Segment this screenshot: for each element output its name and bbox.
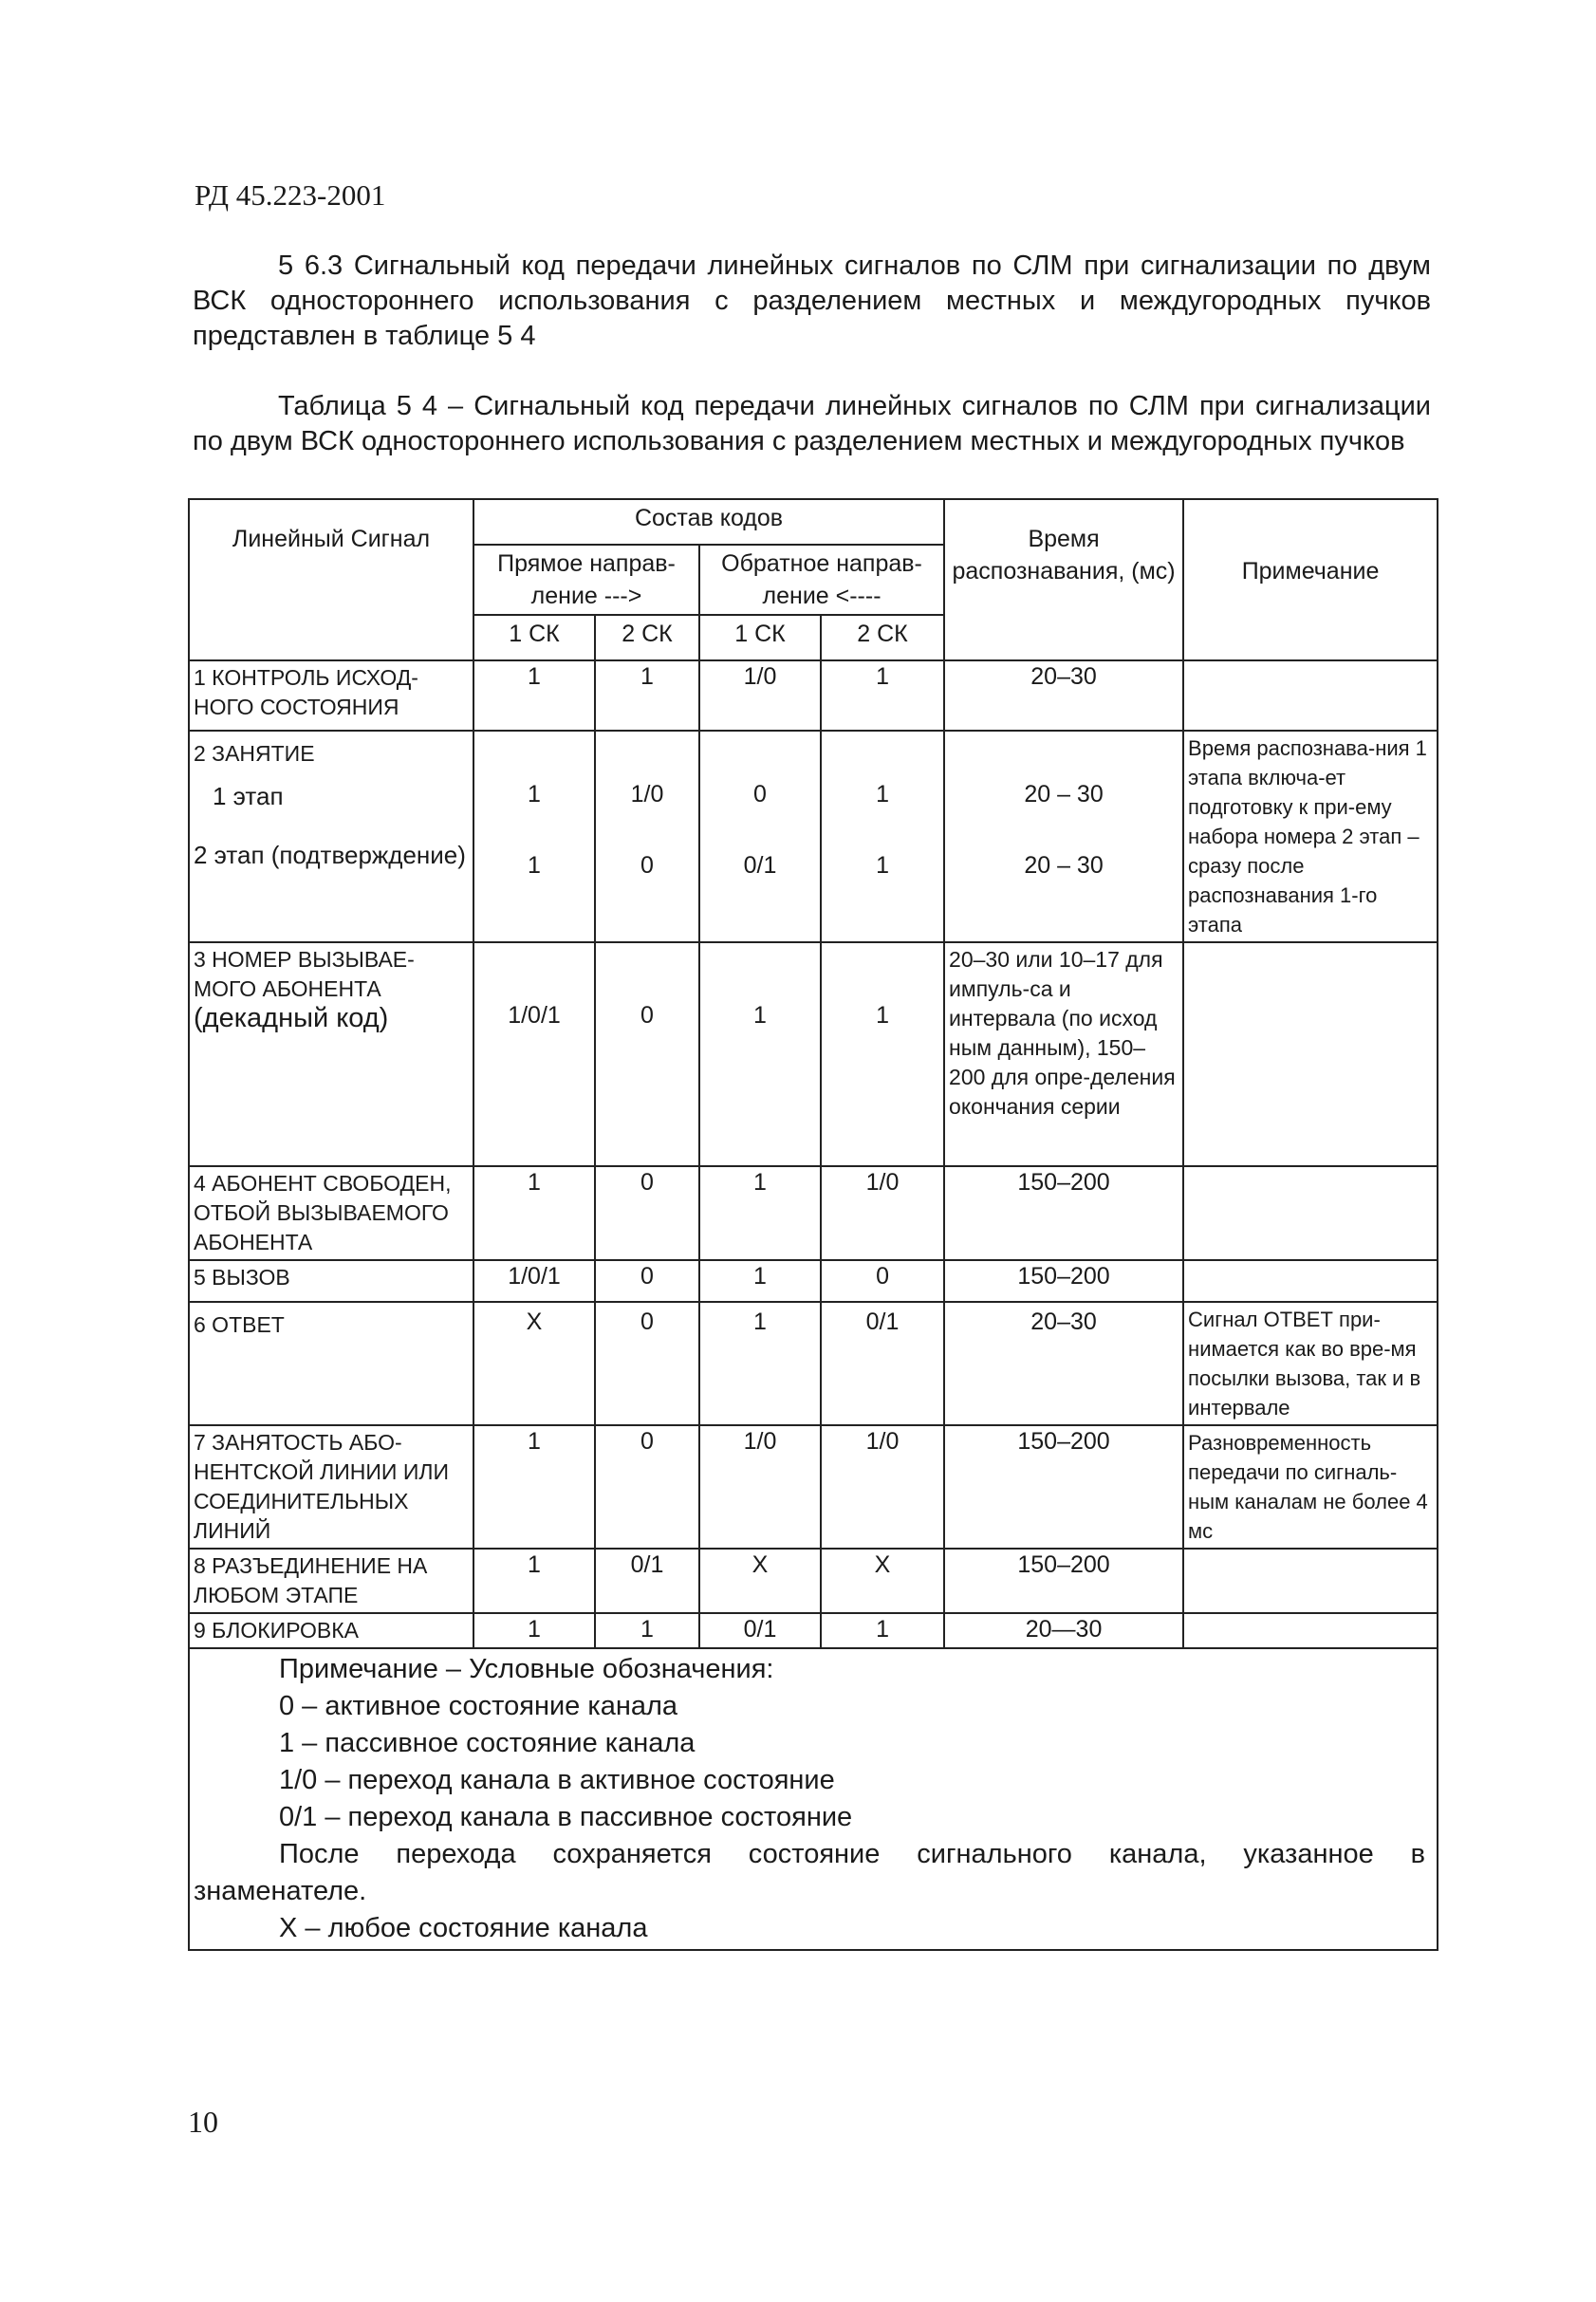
row-signal-extra: (декадный код)	[194, 1003, 389, 1033]
paragraph	[193, 249, 1431, 354]
row-back-sk2: 0	[821, 1260, 944, 1302]
row-signal: 8 РАЗЪЕДИНЕНИЕ НА ЛЮБОМ ЭТАПЕ	[189, 1549, 473, 1613]
row-fwd-sk1: 1	[473, 1425, 595, 1549]
header-back-sk2: 2 СК	[821, 615, 944, 660]
row-time: 20—30	[944, 1613, 1183, 1648]
row-signal: 9 БЛОКИРОВКА	[189, 1613, 473, 1648]
footnote-after-a: После перехода сохраняется состояние сигнального канала, указанное в	[279, 1839, 1426, 1869]
footnote-line: 1/0 – переход канала в активное состояние	[279, 1765, 835, 1795]
header-backward: Обратное направ-ление <----	[699, 545, 944, 615]
row-signal	[189, 731, 473, 942]
row-fwd-sk1: X	[473, 1302, 595, 1425]
row-time: 20–30 или 10–17 для импуль-са и интервала (по исход ным данным), 150–200 для опре-деления окончания серии	[944, 942, 1183, 1166]
row-note	[1183, 1166, 1438, 1260]
row-note: Разновременность передачи по сигналь-ным каналам не более 4 мс	[1183, 1425, 1438, 1549]
table-row	[189, 1166, 1438, 1260]
row-back-sk1: 1	[699, 1260, 821, 1302]
row-back-sk2: 1	[821, 1613, 944, 1648]
row-fwd-sk2: 1	[595, 1613, 699, 1648]
row-note	[1183, 660, 1438, 731]
page-number: 10	[188, 2105, 218, 2139]
row-back-sk1: 1	[699, 942, 821, 1166]
footnote-row	[189, 1648, 1438, 1950]
row-signal-title: 3 НОМЕР ВЫЗЫВАЕ-МОГО АБОНЕНТА	[194, 947, 415, 1001]
header-back-sk1: 1 СК	[699, 615, 821, 660]
footnote-line: 1 – пассивное состояние канала	[279, 1728, 696, 1758]
table-row	[189, 1549, 1438, 1613]
row-time: 150–200	[944, 1549, 1183, 1613]
row-signal: 4 АБОНЕНТ СВОБОДЕН, ОТБОЙ ВЫЗЫВАЕМОГО АБОНЕНТА	[189, 1166, 473, 1260]
row-time: 20–30	[944, 1302, 1183, 1425]
row-back-sk2: 0/1	[821, 1302, 944, 1425]
table-row	[189, 1260, 1438, 1302]
footnote-x-line: X – любое состояние канала	[279, 1913, 648, 1943]
paragraph-number: 5 6.3	[278, 251, 343, 281]
row-back-sk1: 1	[699, 1166, 821, 1260]
table-caption-label: Таблица 5 4	[278, 391, 438, 421]
row-signal-title: 2 ЗАНЯТИЕ	[194, 741, 315, 766]
row-back-sk2: 1	[821, 942, 944, 1166]
row-signal: 6 ОТВЕТ	[189, 1302, 473, 1425]
row-note	[1183, 1613, 1438, 1648]
row-note	[1183, 1549, 1438, 1613]
row-signal: 1 КОНТРОЛЬ ИСХОД-НОГО СОСТОЯНИЯ	[189, 660, 473, 731]
row-signal	[189, 942, 473, 1166]
row-back-sk2: 1/0	[821, 1425, 944, 1549]
row-back-sk2: X	[821, 1549, 944, 1613]
row-fwd-sk2: 0	[595, 942, 699, 1166]
row-fwd-sk2: 0	[595, 1425, 699, 1549]
row-stage2: 2 этап (подтверждение)	[194, 841, 466, 869]
row-fwd-sk1: 1	[473, 660, 595, 731]
header-time: Время распознавания, (мс)	[944, 499, 1183, 660]
table-footnote	[189, 1648, 1438, 1950]
paragraph-text: Сигнальный код передачи линейных сигналов по СЛМ при сигнализации по двум ВСК одностороннего использования с разделением местных и междугородных пучков представлен в таблице 5 4	[193, 251, 1431, 351]
table-row	[189, 1425, 1438, 1549]
table-row	[189, 731, 1438, 942]
row-fwd-sk2: 0	[595, 1166, 699, 1260]
table-row	[189, 660, 1438, 731]
header-signal: Линейный Сигнал	[189, 499, 473, 660]
row-back-sk2: 1 1	[821, 731, 944, 942]
row-back-sk2: 1	[821, 660, 944, 731]
row-fwd-sk2: 0	[595, 1260, 699, 1302]
row-back-sk1: 1	[699, 1302, 821, 1425]
row-back-sk1: 0/1	[699, 1613, 821, 1648]
table-caption-text: – Сигнальный код передачи линейных сигналов по СЛМ при сигнализации по двум ВСК одностороннего использования с разделением местных и междугородных пучков	[193, 391, 1431, 456]
row-back-sk1: 1/0	[699, 1425, 821, 1549]
footnote-line: 0 – активное состояние канала	[279, 1691, 678, 1721]
row-back-sk1: 1/0	[699, 660, 821, 731]
table-row	[189, 1613, 1438, 1648]
header-note: Примечание	[1183, 499, 1438, 660]
header-fwd-sk2: 2 СК	[595, 615, 699, 660]
row-time: 150–200	[944, 1166, 1183, 1260]
footnote-line: 0/1 – переход канала в пассивное состояние	[279, 1802, 853, 1832]
row-note	[1183, 1260, 1438, 1302]
row-note	[1183, 942, 1438, 1166]
row-fwd-sk2: 0/1	[595, 1549, 699, 1613]
footnote-title: Примечание – Условные обозначения:	[279, 1654, 774, 1684]
table-caption	[193, 389, 1431, 459]
row-time: 150–200	[944, 1425, 1183, 1549]
row-fwd-sk1: 1	[473, 1166, 595, 1260]
table-row	[189, 1302, 1438, 1425]
signal-code-table	[188, 498, 1438, 1951]
row-fwd-sk2: 1/0 0	[595, 731, 699, 942]
header-codes: Состав кодов	[473, 499, 944, 545]
row-fwd-sk2: 1	[595, 660, 699, 731]
row-time: 20–30	[944, 660, 1183, 731]
row-time: 150–200	[944, 1260, 1183, 1302]
row-stage1: 1 этап	[213, 782, 284, 810]
row-time: 20 – 30 20 – 30	[944, 731, 1183, 942]
row-signal: 7 ЗАНЯТОСТЬ АБО-НЕНТСКОЙ ЛИНИИ ИЛИ СОЕДИНИТЕЛЬНЫХ ЛИНИЙ	[189, 1425, 473, 1549]
row-back-sk1: X	[699, 1549, 821, 1613]
header-fwd-sk1: 1 СК	[473, 615, 595, 660]
row-fwd-sk2: 0	[595, 1302, 699, 1425]
row-back-sk2: 1/0	[821, 1166, 944, 1260]
row-note: Время распознава-ния 1 этапа включа-ет подготовку к при-ему набора номера 2 этап – сразу после распознавания 1-го этапа	[1183, 731, 1438, 942]
row-note: Сигнал ОТВЕТ при-нимается как во вре-мя посылки вызова, так и в интервале	[1183, 1302, 1438, 1425]
row-fwd-sk1: 1	[473, 1613, 595, 1648]
row-fwd-sk1: 1	[473, 1549, 595, 1613]
footnote-after-b: знаменателе.	[194, 1876, 367, 1906]
row-back-sk1: 0 0/1	[699, 731, 821, 942]
header-forward: Прямое направ-ление --->	[473, 545, 699, 615]
table-row	[189, 942, 1438, 1166]
row-fwd-sk1: 1/0/1	[473, 942, 595, 1166]
row-fwd-sk1: 1 1	[473, 731, 595, 942]
row-signal: 5 ВЫЗОВ	[189, 1260, 473, 1302]
row-fwd-sk1: 1/0/1	[473, 1260, 595, 1302]
document-code: РД 45.223-2001	[195, 178, 386, 212]
